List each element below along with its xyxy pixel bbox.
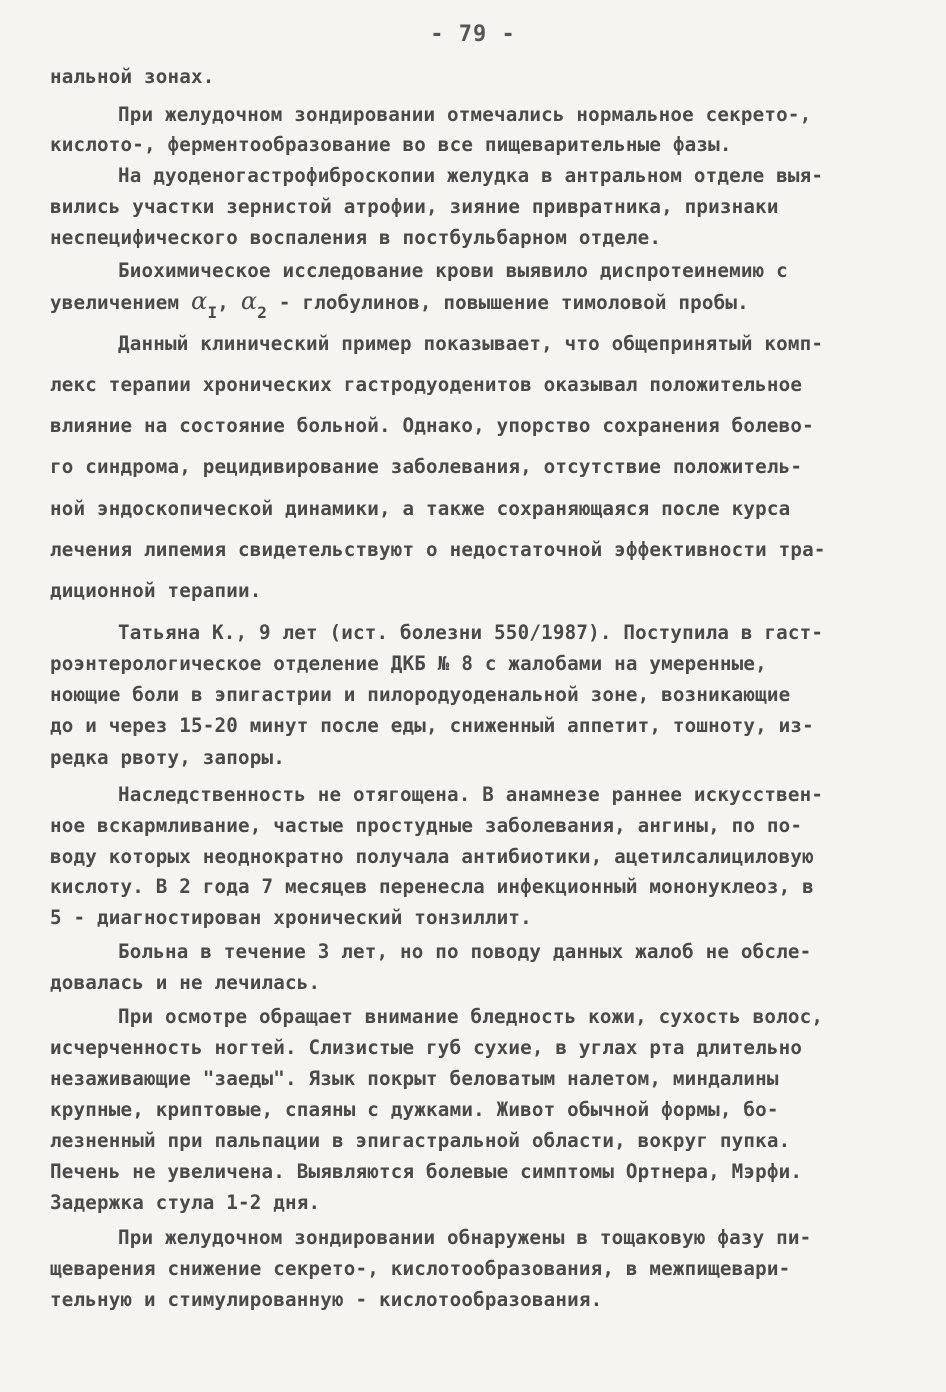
text-line-13: ной эндоскопической динамики, а также сохраняющаяся после курса bbox=[50, 497, 791, 520]
text-line-34: Задержка стула 1-2 дня. bbox=[50, 1191, 321, 1214]
text-line-14: лечения липемия свидетельствуют о недостаточной эффективности тра- bbox=[50, 538, 826, 561]
text-line-25: 5 - диагностирован хронический тонзиллит. bbox=[50, 906, 532, 929]
text-line-18: ноющие боли в эпигастрии и пилородуоденальной зоне, возникающие bbox=[50, 683, 791, 706]
text-line-23: воду которых неоднократно получала антибиотики, ацетилсалициловую bbox=[50, 845, 814, 868]
text-line-36: щеварения снижение секрето-, кислотообразования, в межпищевари- bbox=[50, 1257, 791, 1280]
page-number: - 79 - bbox=[430, 22, 516, 47]
alpha-symbol-2: α bbox=[240, 287, 258, 315]
text-line-37: тельную и стимулированную - кислотообразования. bbox=[50, 1288, 603, 1311]
text-line-33: Печень не увеличена. Выявляются болевые симптомы Ортнера, Мэрфи. bbox=[50, 1160, 803, 1183]
text-line-29: исчерченность ногтей. Слизистые губ сухие, в углах рта длительно bbox=[50, 1036, 803, 1059]
text-line-26: Больна в течение 3 лет, но по поводу данных жалоб не обсле- bbox=[118, 940, 812, 963]
text-line-12: го синдрома, рецидивирование заболевания, отсутствие положитель- bbox=[50, 455, 803, 478]
text-line-2: При желудочном зондировании отмечались нормальное секрето-, bbox=[118, 103, 812, 126]
text-line-31: крупные, криптовые, спаяны с дужками. Живот обычной формы, бо- bbox=[50, 1098, 779, 1121]
subscript-2: 2 bbox=[257, 303, 268, 322]
formula-after: - глобулинов, повышение тимоловой пробы. bbox=[267, 291, 749, 314]
text-line-19: до и через 15-20 минут после еды, сниженный аппетит, тошноту, из- bbox=[50, 714, 814, 737]
text-line-17: роэнтерологическое отделение ДКБ № 8 с жалобами на умеренные, bbox=[50, 652, 767, 675]
text-line-3: кислото-, ферментообразование во все пищеварительные фазы. bbox=[50, 133, 732, 156]
formula-before: увеличением bbox=[50, 291, 192, 314]
text-line-27: довалась и не лечилась. bbox=[50, 971, 321, 994]
text-line-28: При осмотре обращает внимание бледность кожи, сухость волос, bbox=[118, 1005, 824, 1028]
text-line-11: влияние на состояние больной. Однако, упорство сохранения болево- bbox=[50, 414, 814, 437]
alpha-symbol-1: α bbox=[191, 287, 208, 315]
text-line-22: ное вскармливание, частые простудные заболевания, ангины, по по- bbox=[50, 814, 803, 837]
text-line-20: редка рвоту, запоры. bbox=[50, 746, 286, 769]
text-line-5: вились участки зернистой атрофии, зияние привратника, признаки bbox=[50, 195, 779, 218]
text-line-21: Наследственность не отягощена. В анамнезе раннее искусствен- bbox=[118, 783, 824, 806]
text-line-35: При желудочном зондировании обнаружены в тощаковую фазу пи- bbox=[118, 1226, 812, 1249]
formula-line: увеличением $\alpha_I$, $\alpha_2$ - глобулинов, повышение тимоловой пробы. bbox=[50, 287, 749, 322]
text-line-30: незаживающие "заеды". Язык покрыт беловатым налетом, миндалины bbox=[50, 1067, 779, 1090]
subscript-1: I bbox=[207, 303, 218, 322]
text-line-9: Данный клинический пример показывает, что общепринятый комп- bbox=[118, 332, 824, 355]
text-line-4: На дуоденогастрофиброскопии желудка в антральном отделе выя- bbox=[118, 164, 824, 187]
text-line-16: Татьяна К., 9 лет (ист. болезни 550/1987). Поступила в гаст- bbox=[118, 621, 824, 644]
text-line-10: лекс терапии хронических гастродуоденитов оказывал положительное bbox=[50, 373, 803, 396]
text-line-6: неспецифического воспаления в постбульбарном отделе. bbox=[50, 226, 662, 249]
text-line-15: диционной терапии. bbox=[50, 579, 262, 602]
text-line-7: Биохимическое исследование крови выявило диспротеинемию с bbox=[118, 259, 788, 282]
text-line-1: нальной зонах. bbox=[50, 65, 215, 88]
text-line-24: кислоту. В 2 года 7 месяцев перенесла инфекционный мононуклеоз, в bbox=[50, 875, 814, 898]
text-line-32: лезненный при пальпации в эпигастральной области, вокруг пупка. bbox=[50, 1129, 791, 1152]
